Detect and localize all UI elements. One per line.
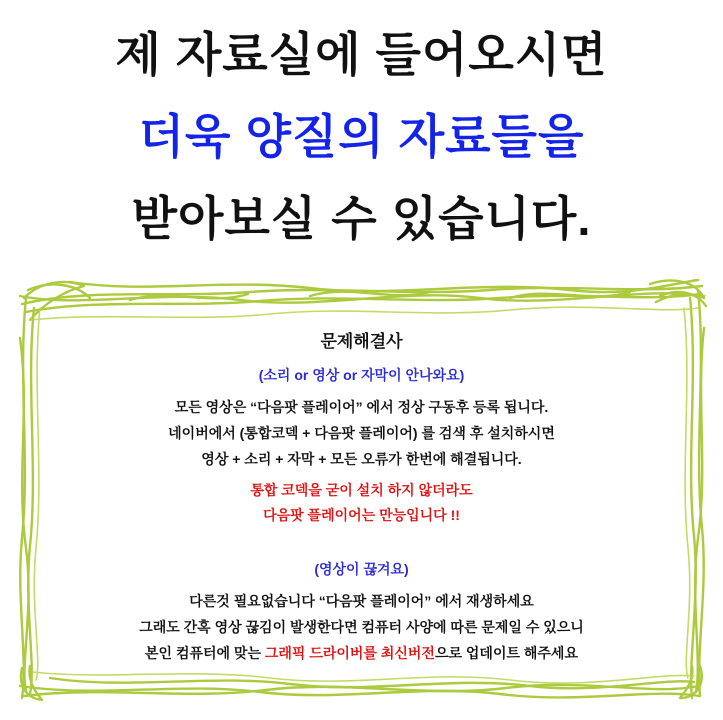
section1-subtitle: (소리 or 영상 or 자막이 안나와요) xyxy=(258,367,465,383)
headline-line-2: 더욱 양질의 자료들을 xyxy=(138,110,585,163)
headline-block xyxy=(0,14,723,260)
content-block xyxy=(40,330,683,666)
section2-subtitle-prefix: (영상이 xyxy=(314,561,364,577)
section2-last-part3: 으로 업데이트 해주세요 xyxy=(434,645,578,661)
section1-line-1: 모든 영상은 “다음팟 플레이어” 에서 정상 구동후 등록 됩니다. xyxy=(174,399,549,415)
section2-subtitle-suffix: ) xyxy=(404,561,409,577)
section1-line-3: 영상 + 소리 + 자막 + 모든 오류가 한번에 해결됩니다. xyxy=(201,451,522,467)
headline-line-3: 받아보실 수 있습니다. xyxy=(131,192,592,245)
section1-line-2: 네이버에서 (통합코덱 + 다음팟 플레이어) 를 검색 후 설치하시면 xyxy=(168,425,555,441)
section2-last-part1: 본인 컴퓨터에 맞는 xyxy=(145,645,265,661)
section2-line-2: 그래도 간혹 영상 끊김이 발생한다면 컴퓨터 사양에 따른 문제일 수 있으니 xyxy=(139,619,584,635)
section2-line-1: 다른것 필요없습니다 “다음팟 플레이어” 에서 재생하세요 xyxy=(189,593,534,609)
headline-line-1: 제 자료실에 들어오시면 xyxy=(115,28,608,81)
section2-last-line xyxy=(40,640,683,666)
section2-last-part2: 그래픽 드라이버를 최신버전 xyxy=(264,645,435,661)
section2-subtitle xyxy=(40,558,683,580)
content-title: 문제해결사 xyxy=(320,332,403,351)
section2-subtitle-highlight: 끊겨요 xyxy=(363,561,405,577)
section1-warn-1: 통합 코덱을 굳이 설치 하지 않더라도 xyxy=(250,482,473,498)
section1-warn-2: 다음팟 플레이어는 만능입니다 !! xyxy=(263,507,460,523)
spacer-2 xyxy=(40,528,683,558)
